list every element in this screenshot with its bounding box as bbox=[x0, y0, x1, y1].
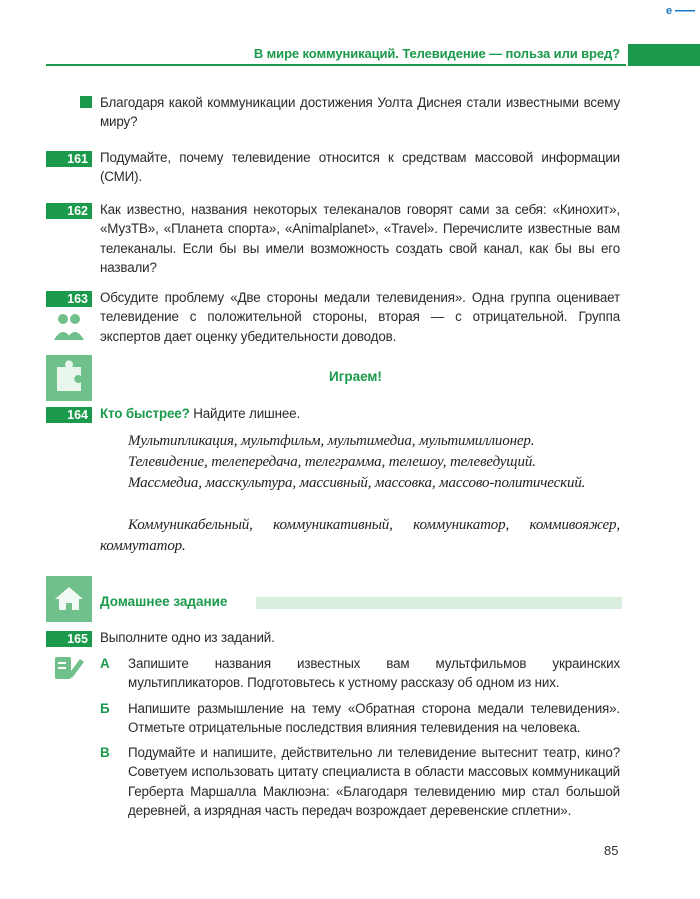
publisher-logo-icon bbox=[666, 4, 696, 16]
writing-icon bbox=[52, 651, 86, 685]
homework-option-a bbox=[100, 654, 620, 693]
word-group-3: Массмедиа, масскультура, массивный, массовка, массово-политический. bbox=[128, 475, 586, 491]
home-tile bbox=[46, 576, 92, 622]
task-163-text: Обсудите проблему «Две стороны медали телевидения». Одна группа оценивает телевидение с положительной стороны, вторая — с отрицательной. Группа экспертов дает оценку убедительности доводов. bbox=[100, 290, 620, 344]
task-164-prompt-bold: Кто быстрее? bbox=[100, 406, 190, 421]
running-header-title: В мире коммуникаций. Телевидение — польза или вред? bbox=[253, 46, 620, 61]
option-a-letter: А bbox=[100, 656, 110, 671]
word-group-1: Мультипликация, мультфильм, мультимедиа, мультимиллионер. bbox=[128, 433, 535, 449]
task-number-161: 161 bbox=[46, 151, 92, 167]
task-number-165: 165 bbox=[46, 631, 92, 647]
task-number-163: 163 bbox=[46, 291, 92, 307]
homework-band bbox=[256, 597, 622, 609]
page-number: 85 bbox=[604, 843, 619, 858]
option-b-text: Напишите размышление на тему «Обратная сторона медали телевидения». Отметьте отрицательные последствия влияния телевидения на человека. bbox=[128, 701, 620, 736]
header-green-bar bbox=[628, 44, 700, 66]
task-164-prompt-rest: Найдите лишнее. bbox=[189, 406, 301, 421]
question-marker bbox=[80, 96, 92, 108]
option-a-text: Запишите названия известных вам мультфильмов украинских мультипликаторов. Подготовьтесь к устному рассказу об одном из них. bbox=[128, 656, 620, 691]
word-group-2: Телевидение, телепередача, телеграмма, телешоу, телеведущий. bbox=[128, 454, 536, 470]
task-164-prompt bbox=[100, 404, 620, 423]
homework-option-b bbox=[100, 699, 620, 738]
svg-text:e: e bbox=[666, 5, 673, 16]
intro-question: Благодаря какой коммуникации достижения Уолта Диснея стали известными всему миру? bbox=[100, 95, 620, 130]
option-b-letter: Б bbox=[100, 701, 110, 716]
header-rule bbox=[46, 64, 626, 66]
group-discussion-icon bbox=[52, 312, 86, 342]
option-c-text: Подумайте и напишите, действительно ли телевидение вытеснит театр, кино? Советуем использовать цитату специалиста в области массовых коммуникаций Герберта Маршалла Маклюэна: «Благодаря телевидению мир стал большой деревней, а изрядная часть передач возрождает деревенские сплетни». bbox=[128, 745, 620, 818]
task-161-text: Подумайте, почему телевидение относится к средствам массовой информации (СМИ). bbox=[100, 150, 620, 185]
house-icon bbox=[46, 576, 92, 622]
puzzle-icon bbox=[46, 355, 92, 401]
homework-option-c bbox=[100, 743, 620, 820]
homework-title: Домашнее задание bbox=[100, 594, 228, 609]
task-number-164: 164 bbox=[46, 407, 92, 423]
option-c-letter: В bbox=[100, 745, 110, 760]
task-number-162: 162 bbox=[46, 203, 92, 219]
task-165-intro: Выполните одно из заданий. bbox=[100, 630, 275, 645]
game-title: Играем! bbox=[329, 369, 382, 384]
word-group-4: Коммуникабельный, коммуникативный, коммуникатор, коммивояжер, коммутатор. bbox=[100, 517, 620, 554]
task-162-text: Как известно, названия некоторых телеканалов говорят сами за себя: «Кинохит», «МузТВ», «Планета спорта», «Animalplanet», «Travel». Перечислите известные вам телеканалы. Если бы вы имели возможность создать свой канал, как бы вы его назвали? bbox=[100, 202, 620, 275]
puzzle-tile bbox=[46, 355, 92, 401]
